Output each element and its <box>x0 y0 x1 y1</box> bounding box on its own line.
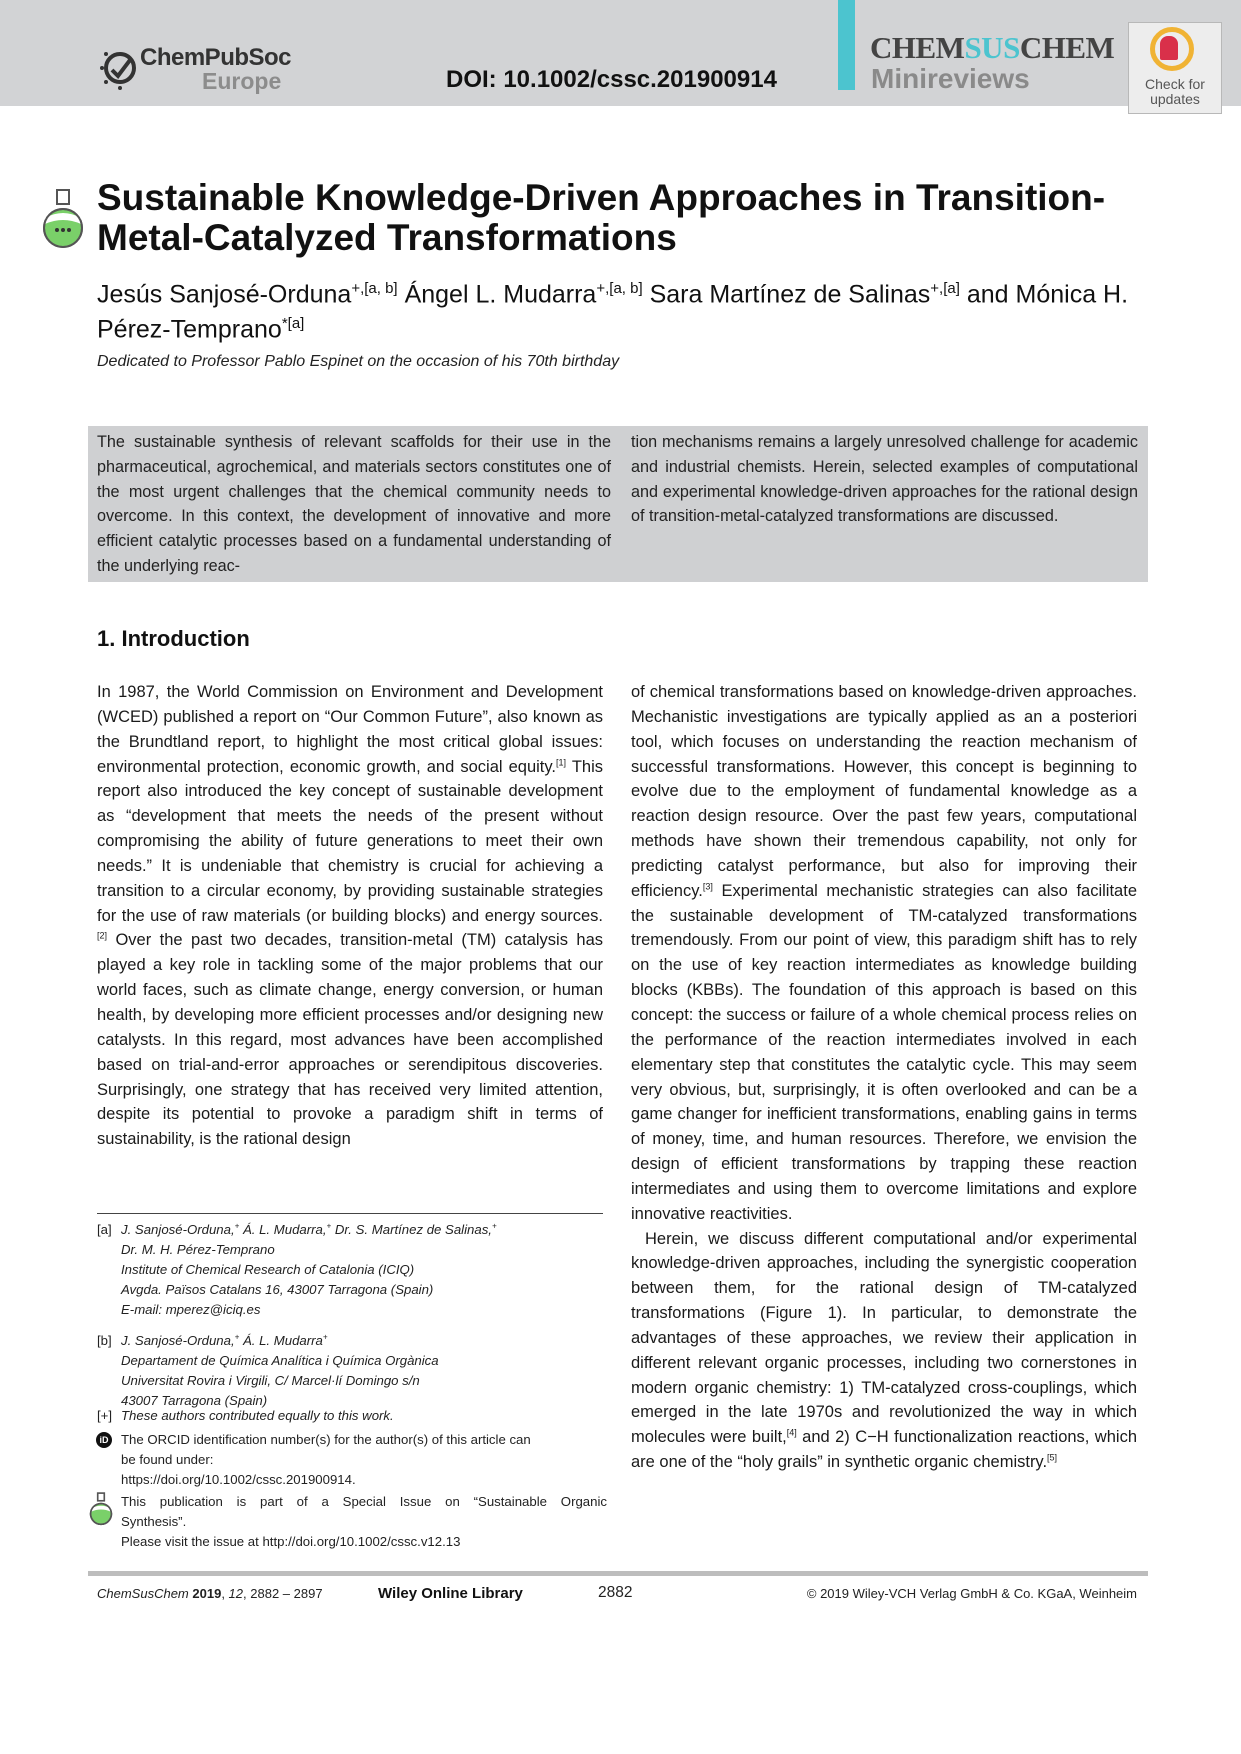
text-run: Dr. S. Martínez de Salinas, <box>331 1222 492 1237</box>
abstract-column-2: tion mechanisms remains a largely unresolved challenge for academic and industrial chemists. Herein, selected examples of computational and experimental knowledge-driven approaches for the rational design of transition-metal-catalyzed transformations are discussed. <box>631 433 1138 526</box>
text-run: Universitat Rovira i Virgili, C/ Marcel·lí Domingo s/n <box>121 1373 420 1388</box>
accent-bar <box>838 0 855 90</box>
footnote-text <box>121 1331 607 1411</box>
text-run: Á. L. Mudarra <box>239 1333 323 1348</box>
text-run: This report also introduced the key concept of sustainable development as “development that meets the needs of the present without compromising the ability of future generations to meet their own needs.” It is undeniable that chemistry is crucial for achieving a transition to a circular economy, by providing sustainable strategies for the use of raw materials (or building blocks) and energy sources. <box>97 757 603 925</box>
citation-marker: [2] <box>97 930 108 941</box>
body-column-right <box>631 680 1137 1475</box>
footnote-orcid <box>97 1430 607 1492</box>
author-affiliation: +,[a, b] <box>596 280 643 297</box>
citation-marker: + <box>234 1221 240 1231</box>
text-run: Á. L. Mudarra, <box>239 1222 327 1237</box>
text-run: Dr. M. H. Pérez-Temprano <box>121 1242 275 1257</box>
abstract-column-1: The sustainable synthesis of relevant scaffolds for their use in the pharmaceutical, agrochemical, and materials sectors constitutes one of the most urgent challenges that the chemical community needs to overcome. In this context, the development of innovative and more efficient catalytic processes based on a fundamental understanding of the underlying reac- <box>97 433 611 575</box>
footnote-text: These authors contributed equally to this work. <box>121 1408 394 1423</box>
text-run: E-mail: mperez@iciq.es <box>121 1302 261 1317</box>
section-heading: 1. Introduction <box>97 626 250 651</box>
text-run: Avgda. Països Catalans 16, 43007 Tarragona (Spain) <box>121 1282 434 1297</box>
chempubsoc-logo-icon <box>98 44 146 92</box>
text-run: J. Sanjosé-Orduna, <box>121 1333 235 1348</box>
copyright: © 2019 Wiley-VCH Verlag GmbH & Co. KGaA, Weinheim <box>806 1586 1137 1601</box>
footnote-mark: [+] <box>97 1408 113 1423</box>
abstract-box <box>88 426 1148 582</box>
author-affiliation: +,[a, b] <box>351 280 398 297</box>
text-run: Herein, we discuss different computational and/or experimental knowledge-driven approaches, including the synergistic cooperation between them, for the rational design of TM-catalyzed transformations (Figure 1). In particular, to demonstrate the advantages of these approaches, we review their application in different relevant organic processes, including two cornerstones in modern organic chemistry: 1) TM-catalyzed cross-couplings, which emerged in the late 1970s and revolutionized the way in which molecules were built, <box>631 1229 1137 1447</box>
text-run: and 2) C−H functionalization reactions, which are one of the “holy grails” in synthetic organic chemistry. <box>631 1428 1137 1472</box>
footnote-b <box>97 1331 607 1417</box>
footnote-line <box>121 1260 607 1280</box>
paragraph <box>631 680 1137 1227</box>
bookmark-icon <box>1160 36 1178 60</box>
author-affiliation: *[a] <box>281 315 305 333</box>
footer-rule <box>88 1571 1148 1576</box>
journal-name-part2: SUS <box>964 30 1020 65</box>
footnote-text <box>121 1220 607 1320</box>
footer-volume: 12 <box>228 1586 244 1601</box>
journal-name-part1: CHEM <box>870 30 965 65</box>
footnote-a <box>97 1220 607 1328</box>
text-run: Over the past two decades, transition-metal (TM) catalysis has played a key role in tackling some of the major problems that our world faces, such as climate change, energy conversion, or human health, by developing more efficient processes and/or designing new catalysts. In this regard, most advances have been accomplished based on trial-and-error approaches or serendipitous discoveries. Surprisingly, one strategy that has received very limited attention, despite its potential to provoke a paradigm shift in terms of sustainability, is the rational design <box>97 931 603 1149</box>
orcid-line: be found under: <box>121 1452 214 1467</box>
text-run: Experimental mechanistic strategies can also facilitate the sustainable development of TM-catalyzed transformations tremendously. From our point of view, this paradigm shift has to rely on the use of key reaction intermediates as knowledge building blocks (KBBs). The foundation of this approach is based on this concept: the success or failure of a whole chemical process relies on the performance of the reaction intermediates involved in each elementary step that constitutes the catalytic cycle. This may seem very obvious, but, surprisingly, it is often overlooked and can be a game changer for inefficient transformations, enabling gains in terms of money, time, and human resources. Therefore, we envision the design of efficient transformations by trapping these reaction intermediates and using them to overcome limitations and explore innovative reactivities. <box>631 881 1137 1223</box>
text-run: J. Sanjosé-Orduna, <box>121 1222 235 1237</box>
footnote-special-issue <box>97 1492 607 1554</box>
orcid-icon: iD <box>96 1432 112 1448</box>
orcid-line: The ORCID identification number(s) for the author(s) of this article can <box>121 1432 531 1447</box>
citation-marker: + <box>322 1332 328 1342</box>
logo-subtext: Europe <box>202 68 282 94</box>
footnote-line <box>121 1280 607 1300</box>
footnote-line <box>121 1371 607 1391</box>
author-affiliation: +,[a] <box>930 280 960 297</box>
text-run: of chemical transformations based on knowledge-driven approaches. Mechanistic investigations are typically applied as an a posteriori tool, which focuses on understanding the reaction mechanism of successful transformations. However, this concept is beginning to evolve due to the employment of fundamental knowledge as a reaction design resource. Over the past few years, computational methods have shown their tremendous capability, not only for predicting catalyst performance, but also for improving their efficiency. <box>631 683 1137 900</box>
author-name: Jesús Sanjosé-Orduna <box>97 280 352 309</box>
article-type: Minireviews <box>871 63 1030 94</box>
text-run: Departament de Química Analítica i Química Orgànica <box>121 1353 439 1368</box>
footer-citation: ChemSusChem 2019, 12, 2882 – 2897 <box>97 1586 323 1601</box>
doi-link[interactable]: DOI: 10.1002/cssc.201900914 <box>446 66 777 93</box>
text-run: Institute of Chemical Research of Catalonia (ICIQ) <box>121 1262 415 1277</box>
footer-pages: 2882 – 2897 <box>250 1586 323 1601</box>
text-run: 43007 Tarragona (Spain) <box>121 1393 268 1408</box>
header-band <box>0 0 1241 106</box>
special-issue-link[interactable]: Please visit the issue at http://doi.org/10.1002/cssc.v12.13 <box>121 1534 461 1549</box>
citation-marker: [3] <box>702 881 713 892</box>
orcid-link[interactable]: https://doi.org/10.1002/cssc.201900914. <box>121 1472 356 1487</box>
footnote-line <box>121 1220 607 1240</box>
footnote-line <box>121 1300 607 1320</box>
author-name: Ángel L. Mudarra <box>404 280 597 309</box>
citation-marker: + <box>234 1332 240 1342</box>
body-column-left <box>97 680 603 1152</box>
article-title: Sustainable Knowledge-Driven Approaches in Transition-Metal-Catalyzed Transformations <box>97 177 1106 258</box>
check-for-updates-label: Check for updates <box>1145 76 1205 107</box>
citation-marker: + <box>491 1221 497 1231</box>
footnote-rule <box>97 1213 603 1214</box>
flask-icon <box>88 1492 114 1526</box>
author-name: Mónica H. Pérez-Temprano <box>97 280 1129 344</box>
citation-marker: [1] <box>556 757 567 768</box>
citation-marker: [4] <box>786 1427 797 1438</box>
check-for-updates-button[interactable] <box>1128 22 1222 114</box>
journal-name-part3: CHEM <box>1019 30 1115 65</box>
special-issue-line: This publication is part of a Special Issue on “Sustainable Organic <box>121 1494 607 1509</box>
text-run: In 1987, the World Commission on Environment and Development (WCED) published a report on “Our Common Future”, also known as the Brundtland report, to highlight the most critical global issues: environmental protection, economic growth, and social equity. <box>97 683 603 776</box>
footnote-mark: [b] <box>97 1333 112 1348</box>
flask-icon <box>42 188 84 250</box>
citation-marker: [5] <box>1047 1452 1058 1463</box>
footnote-line <box>121 1351 607 1371</box>
footnote-line <box>121 1240 607 1260</box>
paragraph <box>631 1227 1137 1475</box>
footnote-line <box>121 1331 607 1351</box>
footnote-equal-contribution <box>97 1406 607 1428</box>
citation-marker: + <box>326 1221 332 1231</box>
dedication: Dedicated to Professor Pablo Espinet on the occasion of his 70th birthday <box>97 353 620 370</box>
footnote-mark: [a] <box>97 1222 112 1237</box>
paragraph <box>97 680 603 1152</box>
journal-name <box>870 30 1114 66</box>
footer-journal: ChemSusChem <box>97 1586 189 1601</box>
wiley-online-library-link[interactable]: Wiley Online Library <box>378 1585 523 1602</box>
page-number: 2882 <box>598 1584 633 1601</box>
author-name: Sara Martínez de Salinas <box>649 280 931 309</box>
logo-text: ChemPubSoc <box>140 44 292 71</box>
author-list: Jesús Sanjosé-Orduna$^{+,[a, b]}$ Ángel L. Mudarra$^{+,[a, b]}$ Sara Martínez de Salinas$^{+,[a]}$ and Mónica H. Pérez-Temprano$^{*[a]}$ <box>97 280 1129 344</box>
footer-year: 2019 <box>192 1586 222 1601</box>
footnote-text <box>121 1430 607 1490</box>
special-issue-line: Synthesis”. <box>121 1514 187 1529</box>
footnote-text <box>121 1492 607 1552</box>
